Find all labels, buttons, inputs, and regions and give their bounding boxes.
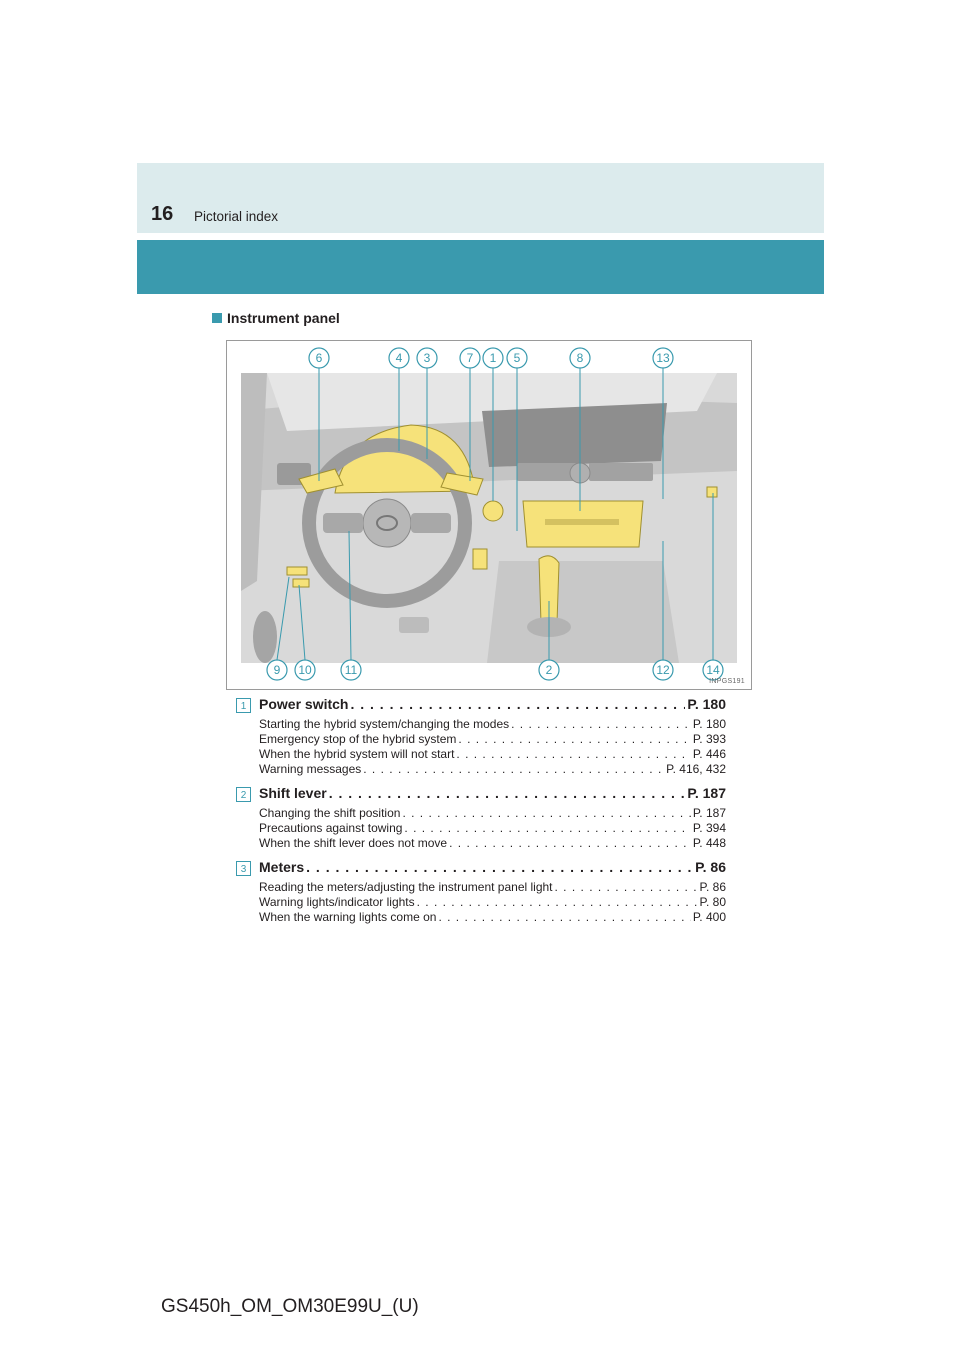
sub-item [259, 910, 726, 925]
pedal [399, 617, 429, 633]
entry-title-row [259, 859, 726, 880]
leader-dots [438, 910, 690, 924]
leader-dots [555, 880, 698, 894]
sub-item-page: P. 448 [692, 836, 726, 850]
leader-dots [402, 806, 690, 820]
callout-number: 14 [706, 663, 720, 677]
leader-dots [417, 895, 698, 909]
callout-number: 12 [656, 663, 670, 677]
sub-item [259, 732, 726, 747]
sub-item-label: Precautions against towing [259, 821, 403, 835]
square-bullet-icon [212, 313, 222, 323]
leader-dots [449, 836, 691, 850]
callout-number: 10 [298, 663, 312, 677]
sub-item [259, 821, 726, 836]
sub-item [259, 895, 726, 910]
entry-page: P. 187 [687, 785, 726, 801]
entry-power-switch [236, 696, 726, 777]
sub-item-label: Starting the hybrid system/changing the modes [259, 717, 510, 731]
center-vent-left [517, 463, 577, 481]
document-footer: GS450h_OM_OM30E99U_(U) [161, 1296, 419, 1317]
sub-item-label: When the hybrid system will not start [259, 747, 455, 761]
sub-item-page: P. 394 [692, 821, 726, 835]
callout-number: 1 [489, 351, 497, 365]
leader-dots [458, 732, 690, 746]
entry-meters [236, 859, 726, 925]
sub-item-label: Reading the meters/adjusting the instrument panel light [259, 880, 553, 894]
entry-title: Shift lever [259, 785, 327, 801]
sub-item-page: P. 393 [692, 732, 726, 746]
callout-number: 2 [545, 663, 553, 677]
page-number: 16 [151, 203, 174, 225]
sub-item-label: When the warning lights come on [259, 910, 437, 924]
wheel-spoke-left [323, 513, 363, 533]
sub-item-page: P. 80 [699, 895, 726, 909]
sub-item [259, 762, 726, 777]
entry-number: 3 [236, 861, 251, 876]
callout-number: 8 [576, 351, 584, 365]
leader-dots [306, 859, 693, 875]
leader-dots [456, 747, 690, 761]
instrument-panel-figure [226, 340, 752, 690]
instrument-panel-illustration [227, 341, 751, 689]
steering-hub [363, 499, 411, 547]
sub-item-page: P. 446 [692, 747, 726, 761]
subheading [212, 310, 340, 326]
callout-number: 4 [395, 351, 403, 365]
sub-item [259, 880, 726, 895]
left-switch-upper [287, 567, 307, 575]
sub-item-page: P. 187 [692, 806, 726, 820]
header-band [137, 240, 824, 294]
leader-dots [511, 717, 691, 731]
wheel-spoke-right [411, 513, 451, 533]
door-speaker [253, 611, 277, 663]
callout-number: 7 [466, 351, 474, 365]
entry-list [236, 696, 726, 933]
callout-number: 13 [656, 351, 670, 365]
callout-number: 9 [273, 663, 281, 677]
sub-item-label: When the shift lever does not move [259, 836, 448, 850]
power-switch-highlight [483, 501, 503, 521]
callout-number: 11 [344, 663, 358, 677]
sub-item-page: P. 86 [699, 880, 726, 894]
callout-number: 5 [513, 351, 521, 365]
center-console [487, 561, 679, 663]
sub-item-label: Warning messages [259, 762, 362, 776]
entry-title-row [259, 785, 726, 806]
sub-item-page: P. 180 [692, 717, 726, 731]
entry-shift-lever [236, 785, 726, 851]
sub-item [259, 836, 726, 851]
leader-dots [350, 696, 685, 712]
sub-item-label: Warning lights/indicator lights [259, 895, 415, 909]
sub-item-page: P. 416, 432 [666, 762, 726, 776]
figure-code: INPGS191 [709, 678, 745, 685]
audio-slot [545, 519, 619, 525]
center-display [482, 403, 667, 467]
entry-title-row [259, 696, 726, 717]
center-vent-right [589, 463, 653, 481]
callout-number: 6 [315, 351, 323, 365]
sub-item [259, 806, 726, 821]
left-switch-lower [293, 579, 309, 587]
subheading-text: Instrument panel [227, 310, 340, 326]
leader-dots [404, 821, 690, 835]
leader-dots [363, 762, 664, 776]
sub-item [259, 747, 726, 762]
sub-item-label: Emergency stop of the hybrid system [259, 732, 457, 746]
entry-page: P. 86 [695, 859, 726, 875]
entry-title: Meters [259, 859, 305, 875]
entry-number: 2 [236, 787, 251, 802]
callout-number: 3 [423, 351, 431, 365]
entry-number: 1 [236, 698, 251, 713]
leader-dots [329, 785, 686, 801]
center-switch-highlight [473, 549, 487, 569]
entry-page: P. 180 [687, 696, 726, 712]
sub-item-page: P. 400 [692, 910, 726, 924]
sub-item-label: Changing the shift position [259, 806, 401, 820]
entry-title: Power switch [259, 696, 349, 712]
sub-item [259, 717, 726, 732]
right-switch-highlight [707, 487, 717, 497]
section-title: Pictorial index [194, 209, 279, 224]
